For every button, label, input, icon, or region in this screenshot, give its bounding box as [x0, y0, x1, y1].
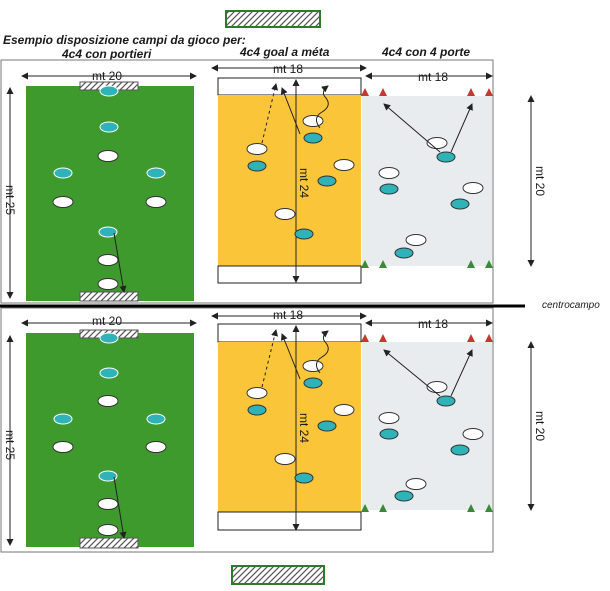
green-field-bottom — [3, 314, 196, 548]
player-cyan — [147, 168, 165, 178]
player-white — [98, 279, 118, 290]
player-cyan — [437, 396, 455, 406]
player-cyan — [437, 152, 455, 162]
player-cyan — [100, 86, 118, 96]
player-white — [463, 183, 483, 194]
player-cyan — [395, 491, 413, 501]
grey-field-bottom — [361, 317, 547, 512]
player-cyan — [100, 368, 118, 378]
bottom-goal-graphic — [232, 566, 324, 584]
player-white — [275, 454, 295, 465]
end-zone-bottom — [218, 512, 361, 530]
player-cyan — [451, 199, 469, 209]
player-white — [334, 160, 354, 171]
grey-length-label: mt 20 — [533, 165, 547, 197]
player-cyan — [380, 429, 398, 439]
goal-bottom — [80, 538, 138, 548]
player-white — [427, 382, 447, 393]
player-cyan — [318, 176, 336, 186]
grey-field-top — [361, 70, 547, 268]
green-length-label: mt 25 — [3, 184, 17, 216]
goal-bottom — [80, 292, 138, 301]
end-zone-top — [218, 78, 361, 95]
player-white — [98, 525, 118, 536]
grey-width-label: mt 18 — [418, 317, 449, 331]
top-goal-graphic — [226, 11, 320, 27]
player-white — [146, 442, 166, 453]
heading-porte: 4c4 con 4 porte — [382, 45, 471, 59]
player-white — [98, 151, 118, 162]
player-white — [247, 388, 267, 399]
player-cyan — [295, 229, 313, 239]
player-white — [406, 235, 426, 246]
end-zone-bottom — [218, 266, 361, 283]
player-cyan — [54, 414, 72, 424]
player-white — [53, 442, 73, 453]
green-field-top — [3, 69, 196, 301]
player-white — [379, 413, 399, 424]
yellow-field-top — [212, 62, 366, 283]
player-white — [303, 361, 323, 372]
end-zone-top — [218, 324, 361, 342]
yellow-width-label: mt 18 — [273, 308, 304, 322]
player-cyan — [380, 184, 398, 194]
player-white — [247, 144, 267, 155]
player-white — [406, 479, 426, 490]
player-white — [53, 197, 73, 208]
cone-red — [485, 88, 493, 96]
player-cyan — [248, 405, 266, 415]
player-cyan — [304, 378, 322, 388]
cone-red — [379, 334, 387, 342]
cone-red — [467, 334, 475, 342]
player-cyan — [100, 333, 118, 343]
yellow-field-bottom — [212, 308, 366, 530]
player-white — [463, 429, 483, 440]
green-width-label: mt 20 — [92, 69, 123, 83]
player-white — [98, 396, 118, 407]
player-white — [146, 197, 166, 208]
cone-red — [361, 88, 369, 96]
yellow-length-label: mt 24 — [297, 412, 311, 444]
cone-red — [485, 334, 493, 342]
player-white — [303, 116, 323, 127]
grey-width-label: mt 18 — [418, 70, 449, 84]
player-white — [98, 255, 118, 266]
player-cyan — [100, 122, 118, 132]
diagram-title: Esempio disposizione campi da gioco per: — [3, 33, 246, 47]
grey-length-label: mt 20 — [533, 410, 547, 442]
centerline-label: centrocampo — [542, 300, 600, 311]
player-white — [334, 405, 354, 416]
yellow-length-label: mt 24 — [297, 167, 311, 199]
player-cyan — [451, 445, 469, 455]
player-white — [275, 209, 295, 220]
player-cyan — [54, 168, 72, 178]
green-length-label: mt 25 — [3, 429, 17, 461]
yellow-width-label: mt 18 — [273, 62, 304, 76]
heading-meta: 4c4 goal a méta — [240, 45, 330, 59]
player-cyan — [295, 473, 313, 483]
player-cyan — [395, 248, 413, 258]
player-white — [98, 499, 118, 510]
green-width-label: mt 20 — [92, 314, 123, 328]
cone-red — [361, 334, 369, 342]
cone-red — [467, 88, 475, 96]
player-cyan — [318, 421, 336, 431]
player-white — [379, 168, 399, 179]
player-cyan — [147, 414, 165, 424]
cone-red — [379, 88, 387, 96]
heading-portieri: 4c4 con portieri — [62, 47, 152, 61]
player-cyan — [304, 133, 322, 143]
player-cyan — [248, 161, 266, 171]
